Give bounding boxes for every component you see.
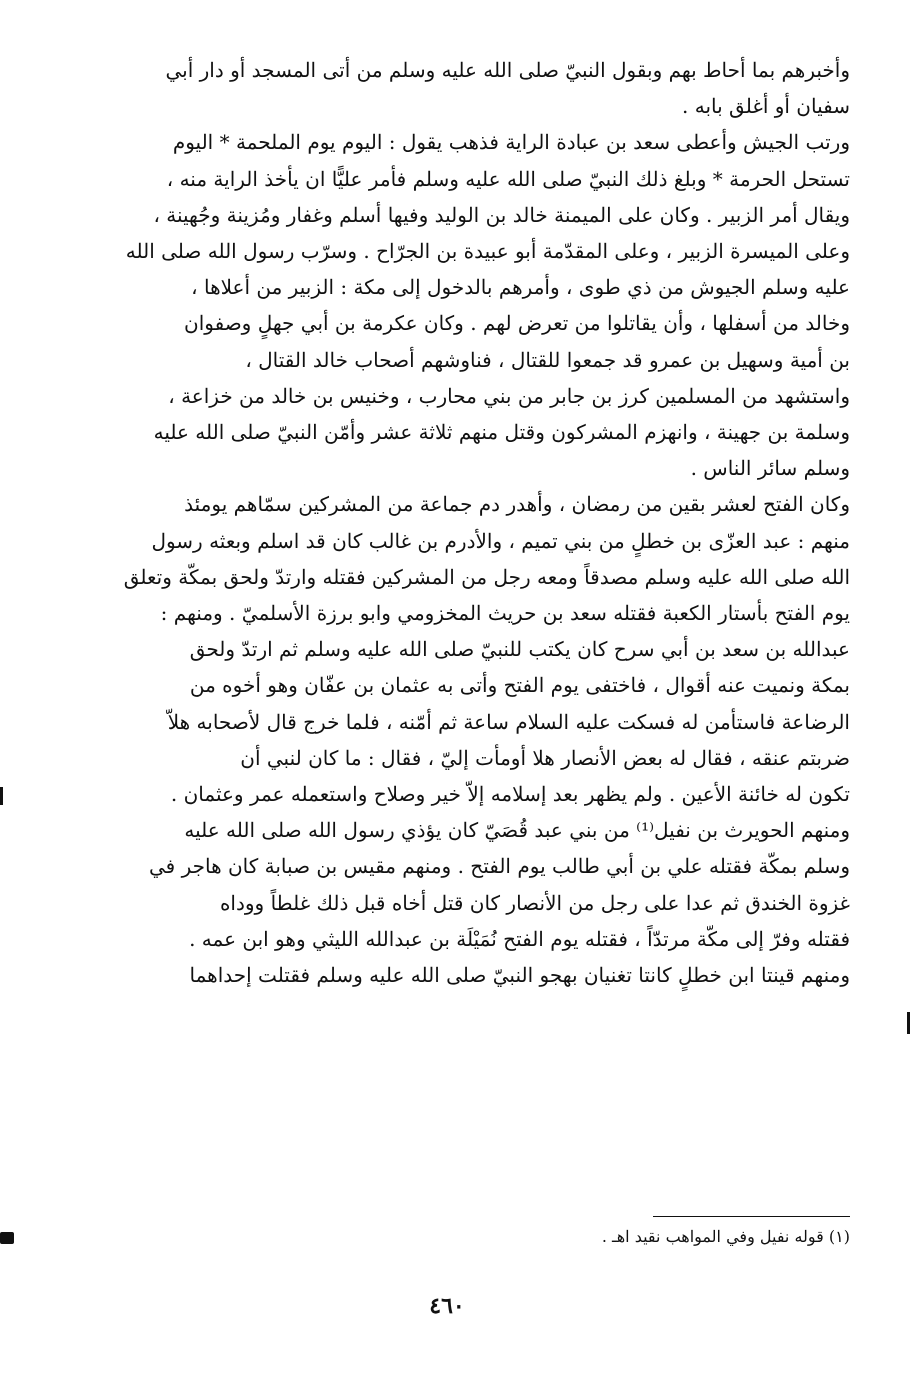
text-line: وعلى الميسرة الزبير ، وعلى المقدّمة أبو عبيدة بن الجرّاح . وسرّب رسول الله صلى الله [125, 239, 850, 264]
text-line: الله صلى الله عليه وسلم مصدقاً ومعه رجل من المشركين فقتله وارتدّ ولحق بمكّة وتعلق [123, 564, 850, 589]
footnote-divider [653, 1216, 850, 1217]
page-number: ٤٦٠ [429, 1293, 465, 1319]
text-line: وسلم سائر الناس . [690, 456, 850, 481]
main-text [85, 52, 850, 993]
text-line: ورتب الجيش وأعطى سعد بن عبادة الراية فذهب يقول : اليوم يوم الملحمة * اليوم [172, 130, 850, 155]
text-line: يوم الفتح بأستار الكعبة فقتله سعد بن حريث المخزومي وابو برزة الأسلميّ . ومنهم : [160, 601, 850, 626]
text-line: سفيان أو أغلق بابه . [682, 94, 850, 119]
text-line: ومنهم الحويرث بن نفيل⁽¹⁾ من بني عبد قُصَيّ كان يؤذي رسول الله صلى الله عليه [184, 818, 850, 843]
text-line: الرضاعة فاستأمن له فسكت عليه السلام ساعة ثم أمّنه ، فلما خرج قال لأصحابه هلاّ [167, 709, 850, 734]
text-line: عليه وسلم الجيوش من ذي طوى ، وأمرهم بالدخول إلى مكة : الزبير من أعلاها ، [191, 275, 850, 300]
text-line: ويقال أمر الزبير . وكان على الميمنة خالد بن الوليد وفيها أسلم وغفار ومُزينة وجُهينة ، [153, 202, 850, 227]
text-line: وأخبرهم بما أحاط بهم وبقول النبيّ صلى الله عليه وسلم من أتى المسجد أو دار أبي [165, 58, 850, 82]
text-line: وكان الفتح لعشر بقين من رمضان ، وأهدر دم جماعة من المشركين سمّاهم يومئذ [184, 492, 850, 517]
text-line: تستحل الحرمة * وبلغ ذلك النبيّ صلى الله عليه وسلم فأمر عليًّا ان يأخذ الراية منه ، [166, 166, 850, 191]
scan-margin-mark [0, 787, 3, 805]
scan-margin-mark [907, 1012, 910, 1034]
text-line: وسلم بمكّة فقتله علي بن أبي طالب يوم الفتح . ومنهم مقيس بن صبابة كان هاجر في [149, 854, 850, 879]
scan-margin-mark [0, 1232, 14, 1244]
text-line: ضربتم عنقه ، فقال له بعض الأنصار هلا أومأت إليّ ، فقال : ما كان لنبي أن [240, 745, 850, 770]
text-line: غزوة الخندق ثم عدا على رجل من الأنصار كان قتل أخاه قبل ذلك غلطاً ووداه [219, 890, 850, 915]
text-line: بمكة ونميت عنه أقوال ، فاختفى يوم الفتح وأتى به عثمان بن عفّان وهو أخوه من [189, 673, 850, 698]
footnote: (١) قوله نفيل وفي المواهب نقيد اهـ . [601, 1227, 850, 1246]
text-line: وسلمة بن جهينة ، وانهزم المشركون وقتل منهم ثلاثة عشر وأمّن النبيّ صلى الله عليه [153, 420, 850, 445]
text-line: وخالد من أسفلها ، وأن يقاتلوا من تعرض لهم . وكان عكرمة بن أبي جهلٍ وصفوان [184, 311, 850, 336]
text-line: فقتله وفرّ إلى مكّة مرتدّاً ، فقتله يوم الفتح نُمَيْلَة بن عبدالله الليثي وهو ابن عمه . [189, 926, 850, 951]
text-line: ومنهم قينتا ابن خطلٍ كانتا تغنيان بهجو النبيّ صلى الله عليه وسلم فقتلت إحداهما [189, 963, 850, 988]
text-line: تكون له خائنة الأعين . ولم يظهر بعد إسلامه إلاّ خير وصلاح واستعمله عمر وعثمان . [170, 782, 850, 807]
text-line: منهم : عبد العزّى بن خطلٍ من بني تميم ، والأدرم بن غالب كان قد اسلم وبعثه رسول [151, 528, 850, 553]
text-line: عبدالله بن سعد بن أبي سرح كان يكتب للنبيّ صلى الله عليه وسلم ثم ارتدّ ولحق [189, 637, 850, 662]
text-line: واستشهد من المسلمين كرز بن جابر من بني محارب ، وخنيس بن خالد من خزاعة ، [168, 383, 850, 408]
text-line: بن أمية وسهيل بن عمرو قد جمعوا للقتال ، فناوشهم أصحاب خالد القتال ، [245, 347, 850, 372]
